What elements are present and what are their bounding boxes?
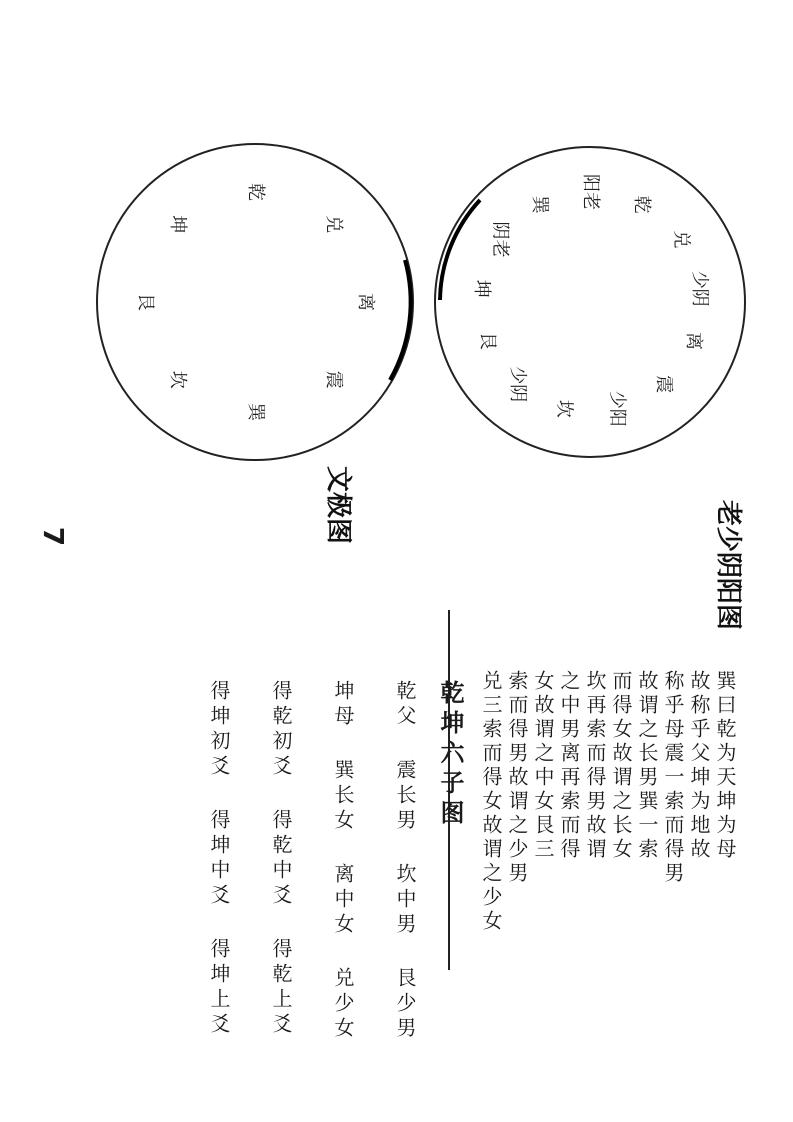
diagram-right bbox=[435, 147, 745, 630]
left-circle-label: 坤 bbox=[167, 215, 189, 234]
right-circle-label: 少阴 bbox=[507, 366, 529, 403]
paragraph-column: 坎再索而得男故谓 bbox=[583, 670, 607, 862]
right-labels bbox=[471, 174, 710, 427]
left-circle-thick-arc bbox=[390, 260, 411, 380]
right-circle-label: 艮 bbox=[477, 332, 499, 350]
left-circle-label: 震 bbox=[322, 370, 344, 389]
paragraph-column: 故谓之长男巽一索 bbox=[635, 670, 659, 862]
left-caption: 文极图 bbox=[323, 466, 353, 545]
diagram-left bbox=[97, 144, 413, 544]
paragraph-column: 巽曰乾为天坤为母 bbox=[713, 670, 737, 862]
right-circle-label: 少阴 bbox=[689, 270, 711, 307]
left-circle-label: 坎 bbox=[167, 370, 189, 389]
left-circle-label: 乾 bbox=[245, 183, 266, 201]
table-column: 得坤初爻 得坤中爻 得坤上爻 bbox=[207, 680, 231, 1038]
left-circle-label: 艮 bbox=[135, 293, 156, 311]
left-circle-label: 巽 bbox=[245, 403, 266, 421]
right-circle-label: 兑 bbox=[670, 230, 692, 249]
paragraph-column: 称乎母震一索而得男 bbox=[661, 670, 685, 886]
right-circle-label: 巽 bbox=[528, 195, 550, 214]
right-caption: 老少阴阳图 bbox=[713, 500, 743, 631]
paragraph-column: 女故谓之中女艮三 bbox=[531, 670, 555, 862]
paragraph-column: 兑三索而得女故谓之少女 bbox=[479, 670, 503, 934]
right-circle-label: 震 bbox=[652, 375, 674, 394]
right-circle-label: 坎 bbox=[553, 399, 575, 418]
text-block bbox=[90, 600, 750, 1042]
paragraph-column: 索而得男故谓之少男 bbox=[505, 670, 529, 886]
table-column: 乾父 震长男 坎中男 艮少男 bbox=[393, 680, 417, 1042]
right-circle-label: 少阳 bbox=[606, 390, 628, 427]
paragraph-column: 之中男离再索而得 bbox=[557, 670, 581, 862]
left-circle-label: 兑 bbox=[322, 215, 344, 234]
section-title: 乾坤六子图 bbox=[436, 680, 465, 830]
paragraph-column: 而得女故谓之长女 bbox=[609, 670, 633, 862]
page-number: 7 bbox=[37, 526, 71, 547]
right-circle-label: 坤 bbox=[470, 279, 492, 298]
right-circle-label: 离 bbox=[682, 332, 704, 350]
paragraph-column: 故称乎父坤为地故 bbox=[687, 670, 711, 862]
right-circle-label: 阴老 bbox=[489, 221, 511, 258]
table-column: 坤母 巽长女 离中女 兑少女 bbox=[331, 680, 355, 1042]
left-labels bbox=[135, 183, 376, 422]
right-circle-label: 乾 bbox=[631, 195, 653, 214]
left-circle-label: 离 bbox=[355, 293, 376, 311]
right-circle-label: 阳老 bbox=[580, 174, 601, 210]
table-column: 得乾初爻 得乾中爻 得乾上爻 bbox=[269, 680, 293, 1038]
